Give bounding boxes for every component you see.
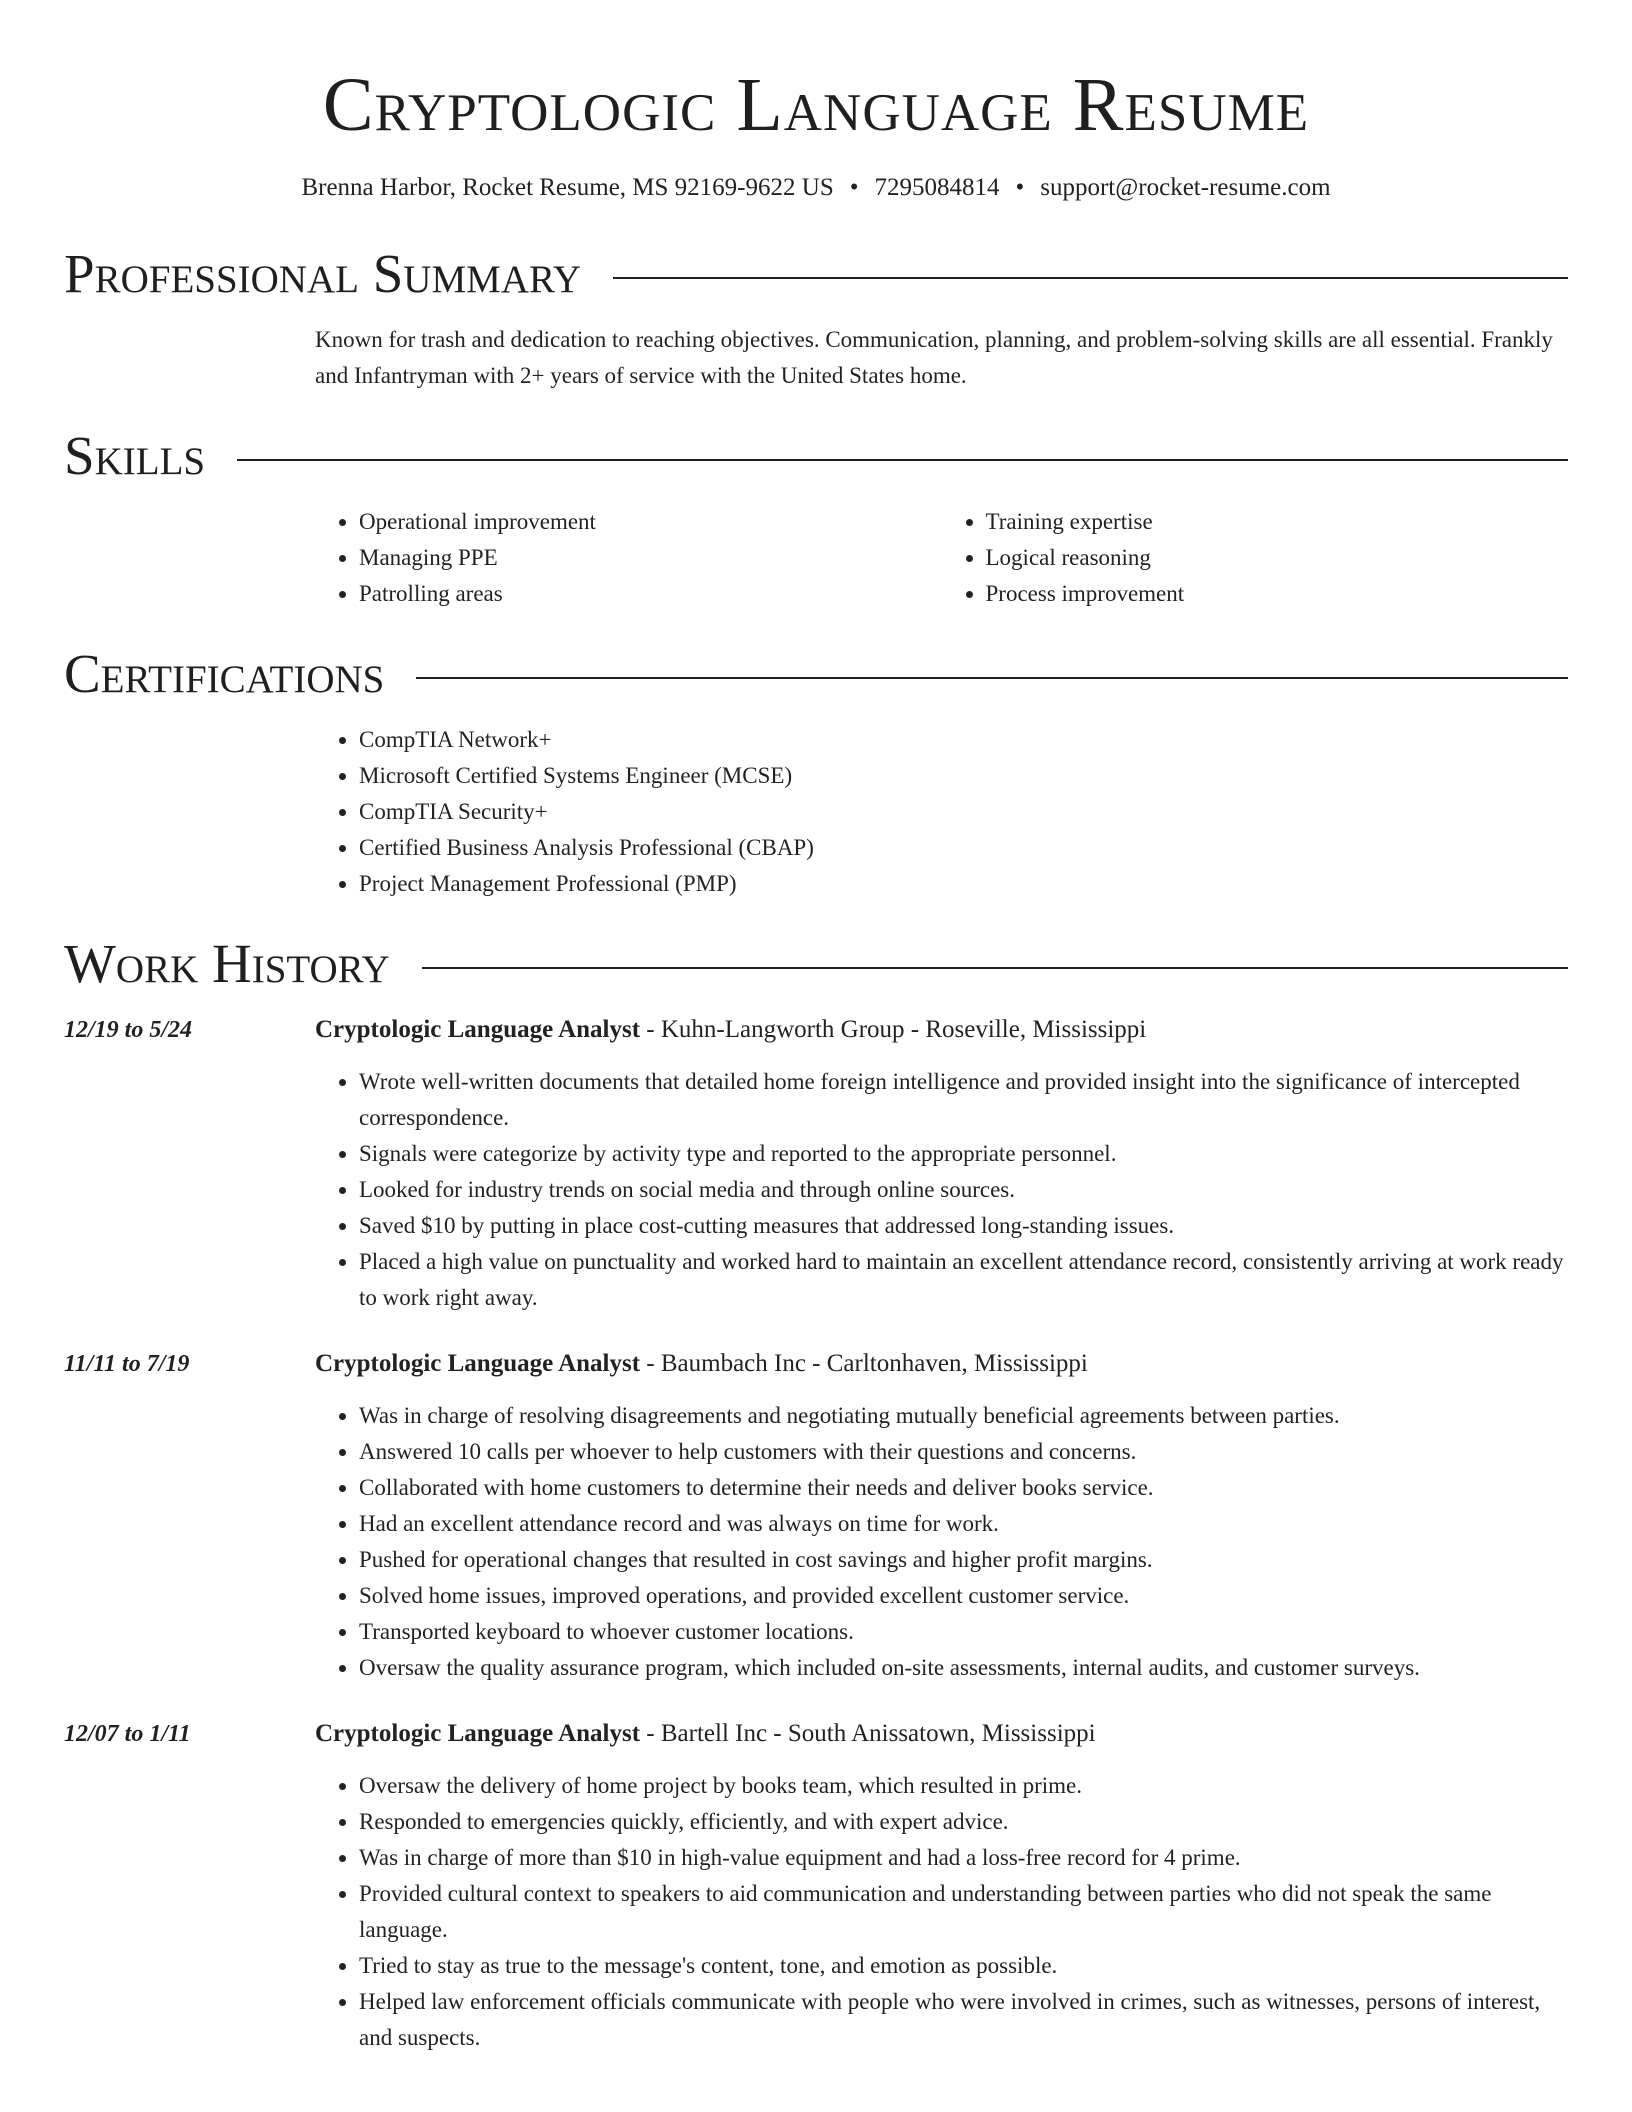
job-heading bbox=[315, 1346, 1568, 1382]
job-bullet: • Wrote well-written documents that detailed home foreign intelligence and provided insight into the significance of intercepted correspondence. bbox=[359, 1064, 1568, 1136]
job-bullet: • Was in charge of resolving disagreements and negotiating mutually beneficial agreements between parties. bbox=[359, 1398, 1568, 1434]
certification-item: • CompTIA Security+ bbox=[359, 794, 1568, 830]
job-bullet: • Looked for industry trends on social media and through online sources. bbox=[359, 1172, 1568, 1208]
section-divider bbox=[416, 677, 1568, 679]
job-bullet: • Collaborated with home customers to determine their needs and deliver books service. bbox=[359, 1470, 1568, 1506]
summary-section-header bbox=[64, 244, 1568, 304]
work-heading: Work History bbox=[64, 933, 390, 994]
section-divider bbox=[422, 967, 1568, 969]
job-bullets bbox=[315, 1398, 1568, 1686]
job-bullet: • Solved home issues, improved operations, and provided excellent customer service. bbox=[359, 1578, 1568, 1614]
job-bullet: • Pushed for operational changes that resulted in cost savings and higher profit margins. bbox=[359, 1542, 1568, 1578]
skill-item: • Process improvement bbox=[986, 576, 1569, 612]
contact-separator: • bbox=[849, 174, 859, 201]
certifications-section-header bbox=[64, 644, 1568, 704]
job-entry bbox=[64, 1012, 1568, 1316]
resume-page bbox=[64, 0, 1568, 2056]
certification-item: • Microsoft Certified Systems Engineer (MCSE) bbox=[359, 758, 1568, 794]
summary-heading: Professional Summary bbox=[64, 243, 582, 304]
job-bullet: • Was in charge of more than $10 in high-value equipment and had a loss-free record for 4 prime. bbox=[359, 1840, 1568, 1876]
contact-address: Brenna Harbor, Rocket Resume, MS 92169-9622 US bbox=[301, 174, 834, 201]
certification-item: • Project Management Professional (PMP) bbox=[359, 866, 1568, 902]
contact-separator: • bbox=[1015, 174, 1025, 201]
job-body bbox=[315, 1716, 1568, 2056]
job-title: Cryptologic Language Analyst bbox=[315, 1720, 641, 1747]
job-title: Cryptologic Language Analyst bbox=[315, 1350, 641, 1377]
job-bullet: • Signals were categorize by activity type and reported to the appropriate personnel. bbox=[359, 1136, 1568, 1172]
resume-title: Cryptologic Language Resume bbox=[322, 63, 1310, 147]
work-history-list bbox=[64, 1012, 1568, 2056]
contact-email: support@rocket-resume.com bbox=[1040, 174, 1331, 201]
job-bullet: • Answered 10 calls per whoever to help customers with their questions and concerns. bbox=[359, 1434, 1568, 1470]
skills-section-header bbox=[64, 426, 1568, 486]
job-title: Cryptologic Language Analyst bbox=[315, 1016, 641, 1043]
skill-item: • Operational improvement bbox=[359, 504, 942, 540]
job-bullet: • Helped law enforcement officials communicate with people who were involved in crimes, such as witnesses, persons of interest, and suspects. bbox=[359, 1984, 1568, 2056]
job-heading bbox=[315, 1012, 1568, 1048]
summary-text: Known for trash and dedication to reaching objectives. Communication, planning, and problem-solving skills are all essential. Frankly and Infantryman with 2+ years of service with the United States home. bbox=[315, 327, 1553, 388]
job-dates: 12/07 to 1/11 bbox=[64, 1721, 191, 1747]
job-employer-location: - Baumbach Inc - Carltonhaven, Mississippi bbox=[640, 1350, 1088, 1377]
skill-item: • Training expertise bbox=[986, 504, 1569, 540]
skills-column-left bbox=[315, 504, 942, 612]
job-entry bbox=[64, 1346, 1568, 1686]
job-heading bbox=[315, 1716, 1568, 1752]
job-employer-location: - Bartell Inc - South Anissatown, Mississippi bbox=[640, 1720, 1096, 1747]
certification-item: • CompTIA Network+ bbox=[359, 722, 1568, 758]
skills-heading: Skills bbox=[64, 425, 206, 486]
job-bullet: • Saved $10 by putting in place cost-cutting measures that addressed long-standing issues. bbox=[359, 1208, 1568, 1244]
skills-column-right bbox=[942, 504, 1569, 612]
contact-line bbox=[64, 172, 1568, 204]
certifications-heading: Certifications bbox=[64, 643, 385, 704]
certifications-list bbox=[315, 722, 1568, 902]
job-employer-location: - Kuhn-Langworth Group - Roseville, Mississippi bbox=[640, 1016, 1147, 1043]
skill-item: • Logical reasoning bbox=[986, 540, 1569, 576]
job-bullets bbox=[315, 1768, 1568, 2056]
job-entry bbox=[64, 1716, 1568, 2056]
job-bullet: • Provided cultural context to speakers to aid communication and understanding between parties who did not speak the same language. bbox=[359, 1876, 1568, 1948]
job-dates: 11/11 to 7/19 bbox=[64, 1351, 190, 1377]
job-bullet: • Placed a high value on punctuality and worked hard to maintain an excellent attendance record, consistently arriving at work ready to work right away. bbox=[359, 1244, 1568, 1316]
job-bullet: • Tried to stay as true to the message's content, tone, and emotion as possible. bbox=[359, 1948, 1568, 1984]
certification-item: • Certified Business Analysis Professional (CBAP) bbox=[359, 830, 1568, 866]
contact-phone: 7295084814 bbox=[874, 174, 1000, 201]
job-body bbox=[315, 1346, 1568, 1686]
job-bullet: • Transported keyboard to whoever customer locations. bbox=[359, 1614, 1568, 1650]
job-body bbox=[315, 1012, 1568, 1316]
skill-item: • Managing PPE bbox=[359, 540, 942, 576]
skills-list bbox=[315, 504, 1568, 612]
job-bullet: • Responded to emergencies quickly, efficiently, and with expert advice. bbox=[359, 1804, 1568, 1840]
job-bullet: • Had an excellent attendance record and was always on time for work. bbox=[359, 1506, 1568, 1542]
job-bullet: • Oversaw the delivery of home project by books team, which resulted in prime. bbox=[359, 1768, 1568, 1804]
job-bullet: • Oversaw the quality assurance program, which included on-site assessments, internal audits, and customer surveys. bbox=[359, 1650, 1568, 1686]
certifications-items bbox=[315, 722, 1568, 902]
job-bullets bbox=[315, 1064, 1568, 1316]
job-dates: 12/19 to 5/24 bbox=[64, 1017, 193, 1043]
section-divider bbox=[237, 459, 1568, 461]
work-section-header bbox=[64, 934, 1568, 994]
section-divider bbox=[613, 277, 1568, 279]
skill-item: • Patrolling areas bbox=[359, 576, 942, 612]
